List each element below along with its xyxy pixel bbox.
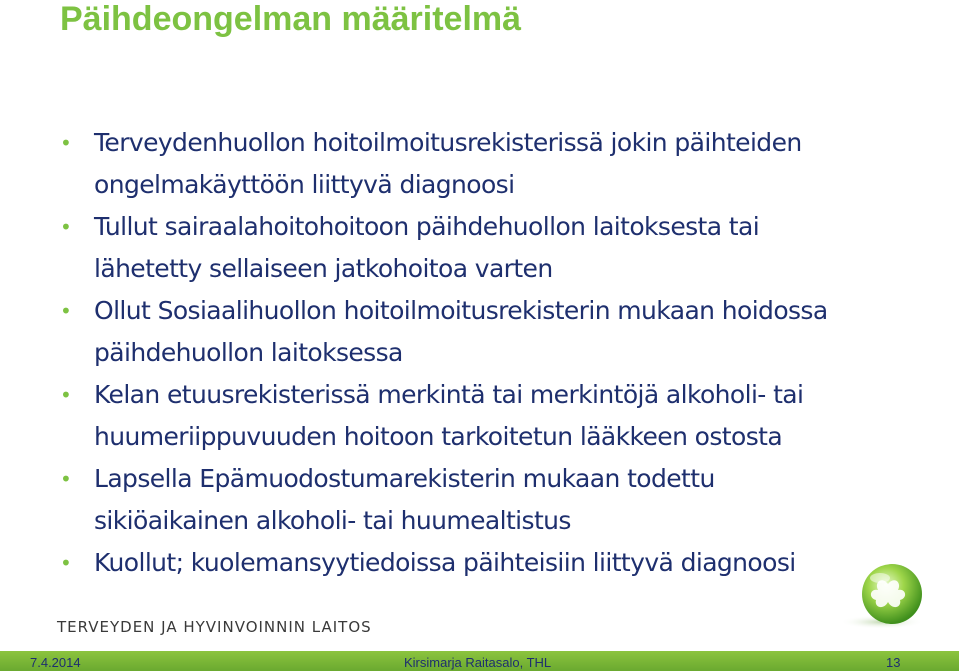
bullet-line: huumeriippuvuuden hoitoon tarkoitetun lääkkeen ostosta (94, 422, 783, 451)
bullet-line: Lapsella Epämuodostumarekisterin mukaan todettu (94, 464, 715, 493)
bullet-line: Kuollut; kuolemansyytiedoissa päihteisiin liittyvä diagnoosi (94, 548, 796, 577)
bullet-list (58, 122, 938, 584)
bullet-line: päihdehuollon laitoksessa (94, 338, 403, 367)
bullet-line: Ollut Sosiaalihuollon hoitoilmoitusrekisterin mukaan hoidossa (94, 296, 828, 325)
footer-date: 7.4.2014 (30, 655, 81, 670)
bullet-line: Tullut sairaalahoitohoitoon päihdehuollon laitoksesta tai (94, 212, 760, 241)
bullet-line: sikiöaikainen alkoholi- tai huumealtistus (94, 506, 571, 535)
bullet-dot: • (60, 131, 72, 155)
bullet-item (58, 374, 938, 458)
bullet-item (58, 290, 938, 374)
bullet-item (58, 542, 938, 584)
bullet-dot: • (60, 383, 72, 407)
bullet-item (58, 458, 938, 542)
bullet-dot: • (60, 467, 72, 491)
bullet-dot: • (60, 551, 72, 575)
bullet-line: ongelmakäyttöön liittyvä diagnoosi (94, 170, 515, 199)
thl-logo-icon (830, 560, 930, 630)
bullet-line: lähetetty sellaiseen jatkohoitoa varten (94, 254, 553, 283)
bullet-item (58, 122, 938, 206)
page-title: Päihdeongelman määritelmä (60, 0, 522, 38)
bullet-line: Terveydenhuollon hoitoilmoitusrekisterissä jokin päihteiden (94, 128, 802, 157)
bullet-dot: • (60, 299, 72, 323)
page-number: 13 (886, 655, 901, 670)
bullet-line: Kelan etuusrekisterissä merkintä tai merkintöjä alkoholi- tai (94, 380, 804, 409)
bullet-dot: • (60, 215, 72, 239)
bullet-item (58, 206, 938, 290)
organization-name: TERVEYDEN JA HYVINVOINNIN LAITOS (57, 618, 372, 636)
footer-author: Kirsimarja Raitasalo, THL (404, 655, 552, 670)
